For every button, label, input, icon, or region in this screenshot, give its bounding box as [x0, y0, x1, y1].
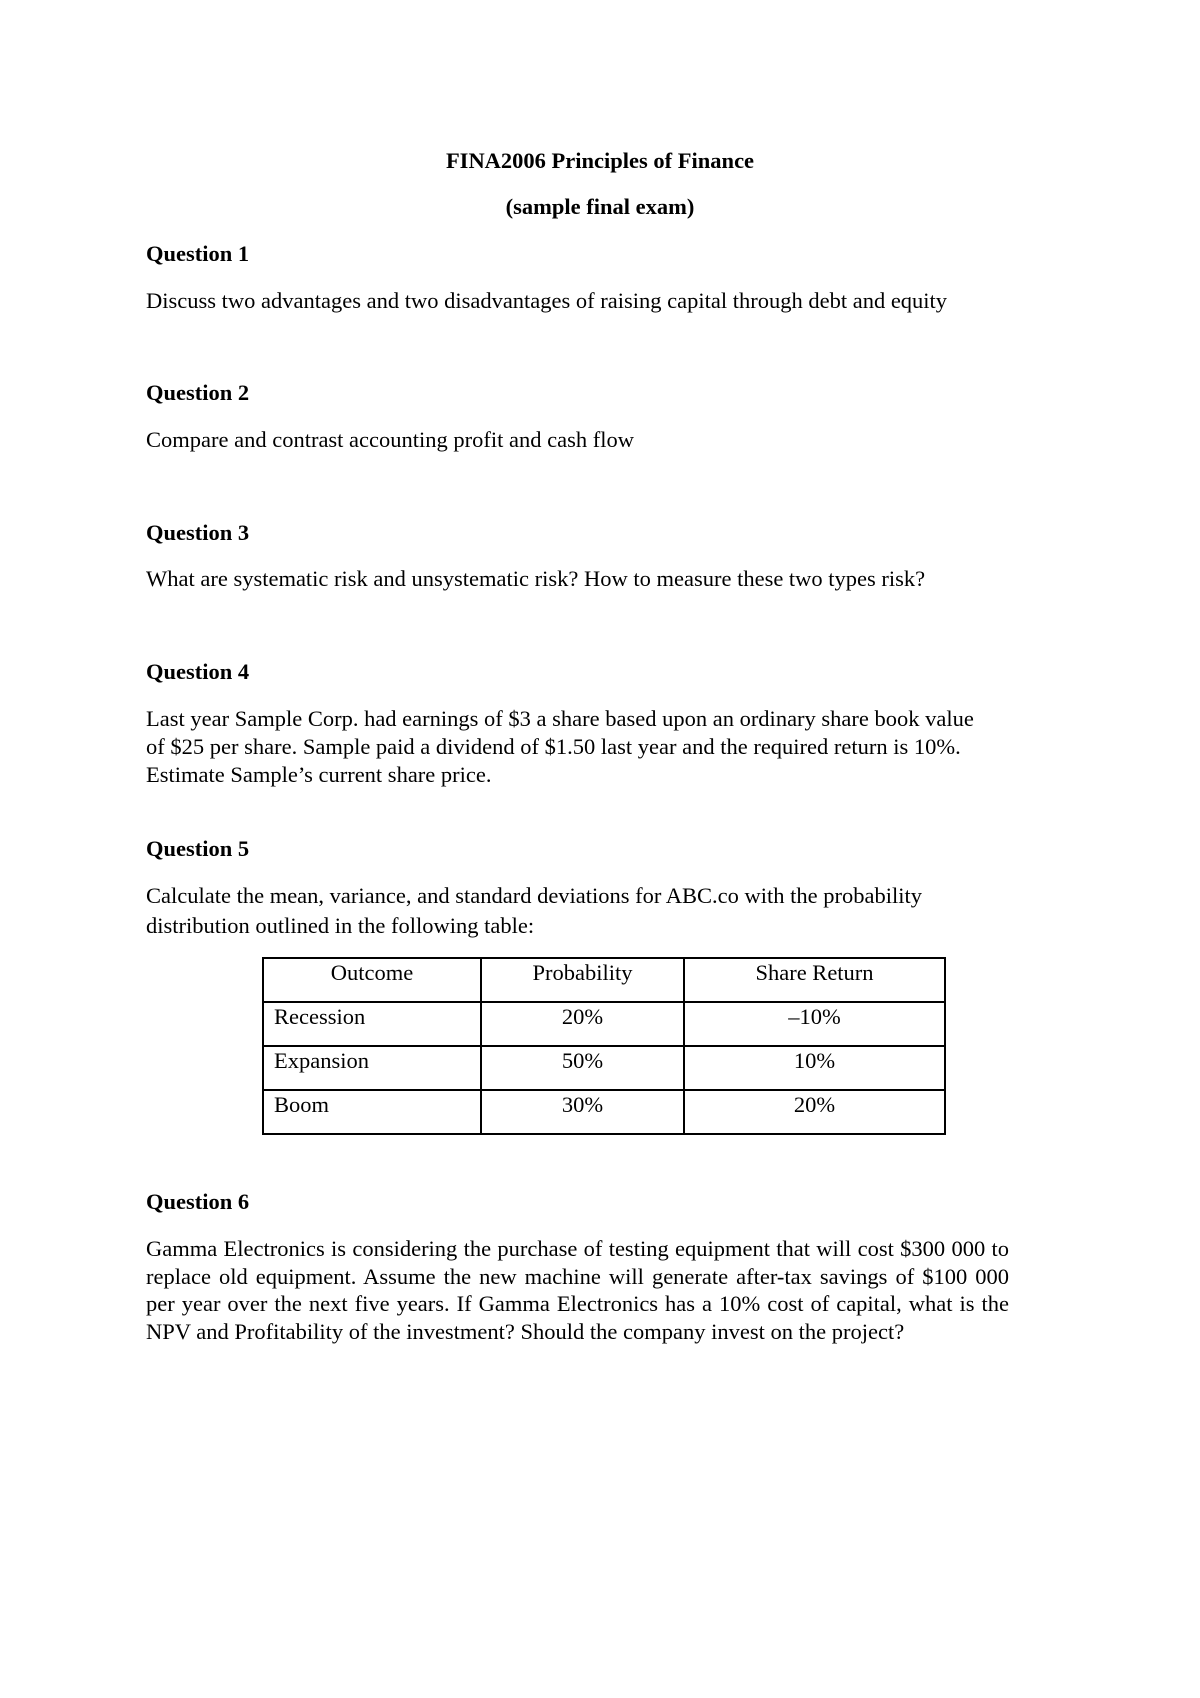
table-row [263, 1090, 945, 1134]
table-header-share-return: Share Return [684, 958, 945, 1002]
question-5-text-line-1: Calculate the mean, variance, and standard deviations for ABC.co with the probability [146, 883, 923, 908]
table-cell-probability: 50% [481, 1046, 684, 1090]
question-2-heading: Question 2 [146, 380, 250, 405]
table-cell-probability: 20% [481, 1002, 684, 1046]
table-header-outcome: Outcome [263, 958, 481, 1002]
question-2-text: Compare and contrast accounting profit and cash flow [146, 427, 634, 452]
document-subtitle: (sample final exam) [505, 194, 695, 219]
question-5-heading: Question 5 [146, 836, 250, 861]
question-1-text: Discuss two advantages and two disadvantages of raising capital through debt and equity [146, 288, 948, 313]
table-row [263, 1046, 945, 1090]
probability-table [262, 957, 946, 1135]
table-cell-outcome: Boom [263, 1090, 481, 1134]
table-cell-probability: 30% [481, 1090, 684, 1134]
question-3-heading: Question 3 [146, 520, 250, 545]
question-4-text-line-3: Estimate Sample’s current share price. [146, 762, 492, 787]
table-cell-outcome: Expansion [263, 1046, 481, 1090]
table-header-probability: Probability [481, 958, 684, 1002]
table-cell-share-return: –10% [684, 1002, 945, 1046]
document-title: FINA2006 Principles of Finance [445, 148, 755, 173]
question-4-heading: Question 4 [146, 659, 250, 684]
question-6-text: Gamma Electronics is considering the purchase of testing equipment that will cost $300 000 to replace old equipment. Assume the new machine will generate after-tax savings of $100 000 per year over the next five years. If Gamma Electronics has a 10% cost of capital, what is the NPV and Profitability of the investment? Should the company invest on the project? [146, 1236, 1009, 1344]
question-1-heading: Question 1 [146, 241, 250, 266]
table-header-row [263, 958, 945, 1002]
table-cell-outcome: Recession [263, 1002, 481, 1046]
table-row [263, 1002, 945, 1046]
question-6-heading: Question 6 [146, 1189, 250, 1214]
question-4-text-line-1: Last year Sample Corp. had earnings of $3 a share based upon an ordinary share book value [146, 706, 974, 731]
question-4-text-line-2: of $25 per share. Sample paid a dividend of $1.50 last year and the required return is 10%. [146, 734, 961, 759]
question-3-text: What are systematic risk and unsystematic risk? How to measure these two types risk? [146, 566, 926, 591]
question-5-text-line-2: distribution outlined in the following table: [146, 913, 535, 938]
table-cell-share-return: 20% [684, 1090, 945, 1134]
table-cell-share-return: 10% [684, 1046, 945, 1090]
